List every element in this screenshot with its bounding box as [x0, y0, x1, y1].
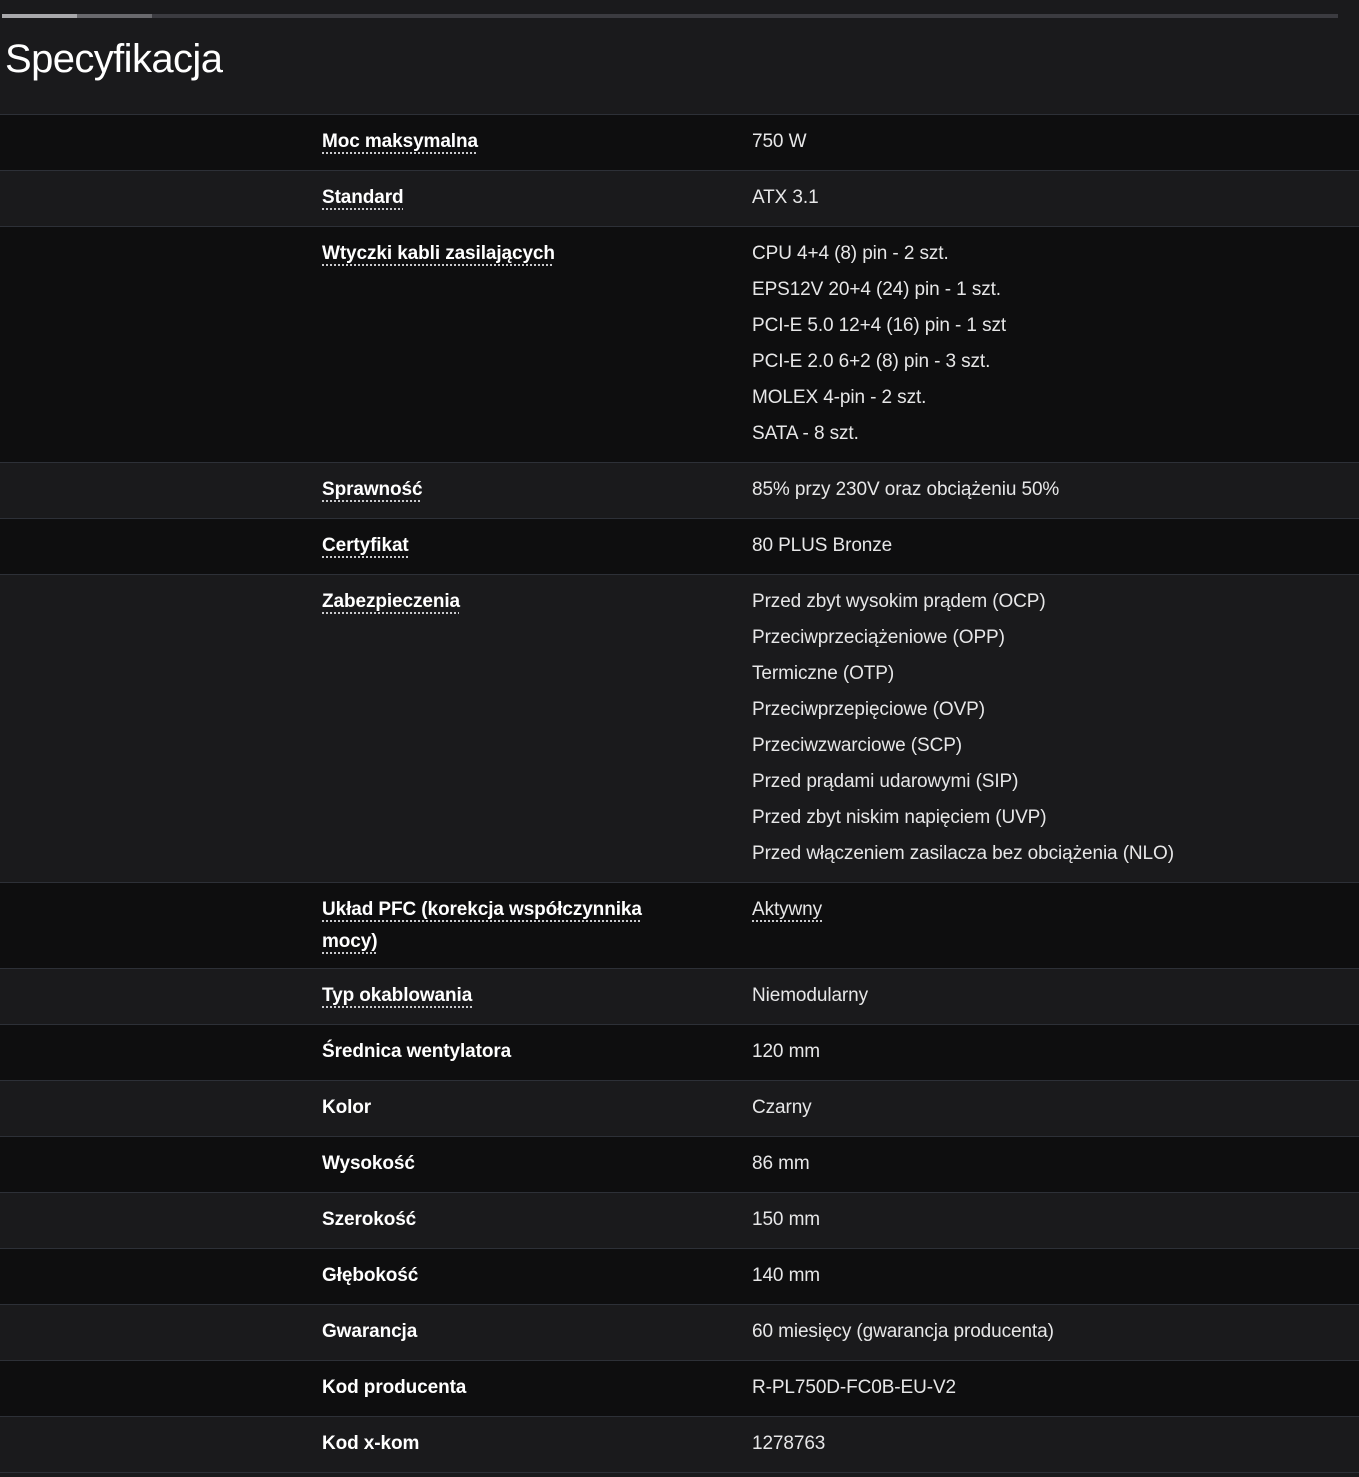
- spec-value-cell: [752, 584, 1359, 872]
- spec-value-line: [752, 472, 1359, 508]
- spec-row: [0, 882, 1359, 968]
- spec-label[interactable]: Moc maksymalna: [322, 131, 478, 152]
- spec-value-line: [752, 764, 1359, 800]
- spec-value: 150 mm: [752, 1209, 821, 1230]
- spec-value-cell: [752, 180, 1359, 216]
- spec-value-line: [752, 272, 1359, 308]
- spec-label-cell: [322, 528, 752, 564]
- spec-value-cell: [752, 1314, 1359, 1350]
- spec-label[interactable]: Układ PFC (korekcja współczynnika mocy): [322, 899, 642, 952]
- spec-value-line: [752, 978, 1359, 1014]
- spec-value-line: [752, 1146, 1359, 1182]
- spec-value-cell: [752, 1034, 1359, 1070]
- spec-value-line: [752, 892, 1359, 928]
- spec-value-line: [752, 728, 1359, 764]
- spec-row: [0, 1080, 1359, 1136]
- spec-value: 80 PLUS Bronze: [752, 535, 893, 556]
- spec-value-cell: [752, 978, 1359, 1014]
- spec-value-line: [752, 584, 1359, 620]
- spec-table: [0, 114, 1359, 1473]
- spec-row: [0, 462, 1359, 518]
- spec-row: [0, 968, 1359, 1024]
- spec-value: R-PL750D-FC0B-EU-V2: [752, 1377, 956, 1398]
- spec-value: CPU 4+4 (8) pin - 2 szt.: [752, 243, 949, 264]
- spec-row: [0, 1416, 1359, 1472]
- spec-value: Termiczne (OTP): [752, 663, 895, 684]
- spec-row: [0, 170, 1359, 226]
- spec-value-cell: [752, 124, 1359, 160]
- spec-value-line: [752, 1090, 1359, 1126]
- spec-label-cell: [322, 1090, 752, 1126]
- spec-value-line: [752, 656, 1359, 692]
- spec-value-line: [752, 308, 1359, 344]
- spec-label-cell: [322, 584, 752, 872]
- spec-value: Niemodularny: [752, 985, 869, 1006]
- spec-value-cell: [752, 1090, 1359, 1126]
- spec-value: Przed zbyt wysokim prądem (OCP): [752, 591, 1046, 612]
- spec-label: Kolor: [322, 1097, 372, 1118]
- spec-label-cell: [322, 180, 752, 216]
- spec-value: 750 W: [752, 131, 807, 152]
- spec-label-cell: [322, 1034, 752, 1070]
- spec-value-cell: [752, 1146, 1359, 1182]
- spec-label-cell: [322, 124, 752, 160]
- spec-row: [0, 518, 1359, 574]
- spec-value: 1278763: [752, 1433, 826, 1454]
- spec-label: Wysokość: [322, 1153, 415, 1174]
- page-title: Specyfikacja: [5, 37, 223, 81]
- spec-value: 60 miesięcy (gwarancja producenta): [752, 1321, 1054, 1342]
- spec-row: [0, 1248, 1359, 1304]
- spec-value: MOLEX 4-pin - 2 szt.: [752, 387, 927, 408]
- spec-value: PCI-E 2.0 6+2 (8) pin - 3 szt.: [752, 351, 991, 372]
- progress-segment-track: [152, 14, 1338, 18]
- spec-label[interactable]: Wtyczki kabli zasilających: [322, 243, 555, 264]
- spec-value-cell: [752, 472, 1359, 508]
- progress-segment-mid: [77, 14, 152, 18]
- spec-label-cell: [322, 978, 752, 1014]
- spec-label-cell: [322, 1146, 752, 1182]
- spec-label[interactable]: Certyfikat: [322, 535, 409, 556]
- spec-row: [0, 1024, 1359, 1080]
- spec-value-line: [752, 344, 1359, 380]
- spec-label-cell: [322, 1426, 752, 1462]
- spec-label: Kod producenta: [322, 1377, 467, 1398]
- spec-label[interactable]: Zabezpieczenia: [322, 591, 460, 612]
- spec-value: PCI-E 5.0 12+4 (16) pin - 1 szt: [752, 315, 1007, 336]
- spec-label[interactable]: Standard: [322, 187, 404, 208]
- spec-value: 86 mm: [752, 1153, 810, 1174]
- spec-value-line: [752, 1370, 1359, 1406]
- spec-value-line: [752, 1258, 1359, 1294]
- spec-label-cell: [322, 1202, 752, 1238]
- spec-label: Gwarancja: [322, 1321, 418, 1342]
- spec-label[interactable]: Typ okablowania: [322, 985, 473, 1006]
- spec-value: 85% przy 230V oraz obciążeniu 50%: [752, 479, 1060, 500]
- spec-value: Przeciwprzeciążeniowe (OPP): [752, 627, 1005, 648]
- spec-value: Przeciwprzepięciowe (OVP): [752, 699, 985, 720]
- scroll-progress: [2, 14, 1338, 18]
- spec-value: 120 mm: [752, 1041, 821, 1062]
- spec-value-line: [752, 1202, 1359, 1238]
- spec-value-line: [752, 236, 1359, 272]
- spec-value: Przed zbyt niskim napięciem (UVP): [752, 807, 1047, 828]
- spec-value-line: [752, 800, 1359, 836]
- spec-value-line: [752, 1314, 1359, 1350]
- spec-label-cell: [322, 1258, 752, 1294]
- spec-label[interactable]: Sprawność: [322, 479, 423, 500]
- spec-label: Średnica wentylatora: [322, 1041, 512, 1062]
- spec-value-line: [752, 416, 1359, 452]
- spec-label-cell: [322, 1370, 752, 1406]
- spec-row: [0, 1192, 1359, 1248]
- spec-label-cell: [322, 472, 752, 508]
- spec-value-line: [752, 528, 1359, 564]
- spec-value-cell: [752, 1426, 1359, 1462]
- spec-value: Czarny: [752, 1097, 812, 1118]
- spec-row: [0, 1136, 1359, 1192]
- spec-label-cell: [322, 1314, 752, 1350]
- spec-value-line: [752, 1034, 1359, 1070]
- spec-value-cell: [752, 892, 1359, 958]
- spec-value-line: [752, 836, 1359, 872]
- spec-value: ATX 3.1: [752, 187, 819, 208]
- spec-row: [0, 574, 1359, 882]
- spec-value-cell: [752, 1202, 1359, 1238]
- spec-row: [0, 1304, 1359, 1360]
- spec-label: Szerokość: [322, 1209, 417, 1230]
- spec-value-line: [752, 180, 1359, 216]
- spec-label: Głębokość: [322, 1265, 419, 1286]
- spec-value: SATA - 8 szt.: [752, 423, 859, 444]
- spec-label: Kod x-kom: [322, 1433, 420, 1454]
- spec-row: [0, 226, 1359, 462]
- spec-value-line: [752, 620, 1359, 656]
- spec-row: [0, 115, 1359, 170]
- spec-value: Przed włączeniem zasilacza bez obciążenia (NLO): [752, 843, 1174, 864]
- spec-value-line: [752, 124, 1359, 160]
- progress-segment-active: [2, 14, 77, 18]
- spec-value-cell: [752, 528, 1359, 564]
- spec-value: 140 mm: [752, 1265, 821, 1286]
- spec-value-line: [752, 692, 1359, 728]
- spec-value: Przeciwzwarciowe (SCP): [752, 735, 963, 756]
- spec-value: EPS12V 20+4 (24) pin - 1 szt.: [752, 279, 1001, 300]
- spec-value-line: [752, 1426, 1359, 1462]
- spec-value-cell: [752, 1370, 1359, 1406]
- spec-value[interactable]: Aktywny: [752, 899, 823, 920]
- spec-value-line: [752, 380, 1359, 416]
- spec-row: [0, 1360, 1359, 1416]
- specification-page: [0, 14, 1359, 1473]
- spec-value-cell: [752, 236, 1359, 452]
- spec-value-cell: [752, 1258, 1359, 1294]
- spec-label-cell: [322, 236, 752, 452]
- spec-label-cell: [322, 892, 752, 958]
- spec-value: Przed prądami udarowymi (SIP): [752, 771, 1019, 792]
